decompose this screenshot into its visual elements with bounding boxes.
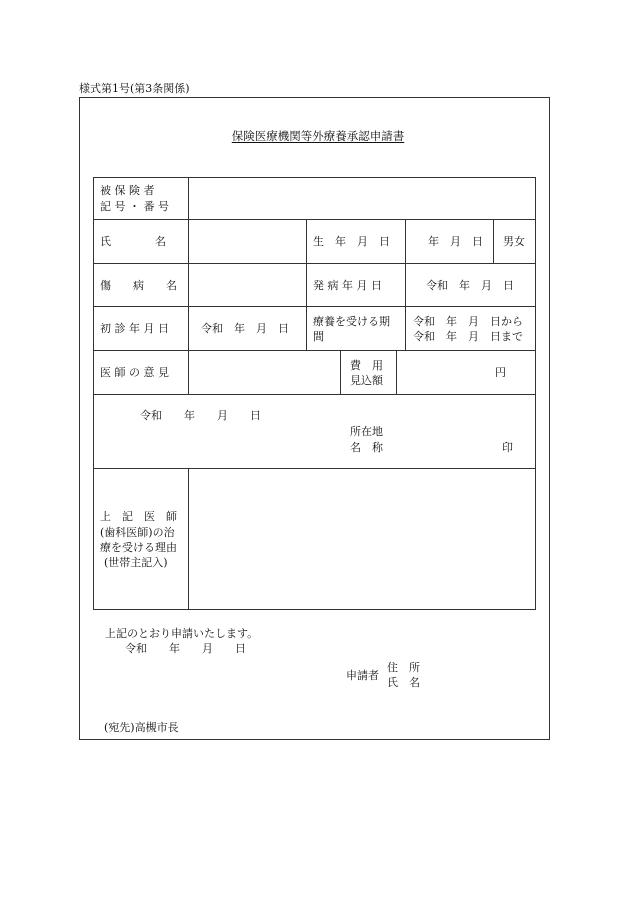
treatment-period-from[interactable]: 令和 年 月 日から — [413, 315, 523, 328]
reason-field[interactable] — [190, 471, 534, 608]
institution-address-label: 所在地 — [350, 425, 383, 438]
doctor-opinion-field[interactable] — [190, 353, 338, 392]
treatment-period-label-line2: 間 — [313, 330, 324, 343]
seal-mark: 印 — [502, 441, 513, 454]
row-divider — [93, 350, 536, 351]
reason-label-line2: (歯科医師)の治 — [100, 526, 175, 539]
cost-unit: 円 — [495, 366, 506, 379]
onset-date-value[interactable]: 令和 年 月 日 — [426, 279, 514, 292]
column-divider — [188, 468, 189, 610]
doctor-opinion-label: 医 師 の 意 見 — [100, 366, 169, 379]
row-divider — [93, 394, 536, 395]
disease-field[interactable] — [190, 266, 304, 304]
disease-label: 傷 病 名 — [100, 279, 177, 292]
first-visit-value[interactable]: 令和 年 月 日 — [201, 322, 289, 335]
column-divider — [396, 350, 397, 394]
insured-label-line2: 記 号 ・ 番 号 — [100, 200, 169, 213]
reason-label-line4: (世帯主記入) — [104, 556, 168, 569]
reason-label-line1: 上 記 医 師 — [100, 510, 177, 523]
applicant-address-label: 住 所 — [387, 661, 420, 674]
row-divider — [93, 219, 536, 220]
birth-date-label: 生 年 月 日 — [313, 235, 390, 248]
cost-estimate-label-line1: 費 用 — [350, 359, 383, 372]
form-number: 様式第1号(第3条関係) — [79, 82, 190, 95]
certification-date[interactable]: 令和 年 月 日 — [140, 409, 261, 422]
treatment-period-to[interactable]: 令和 年 月 日まで — [413, 330, 523, 343]
treatment-period-label-line1: 療養を受ける期 — [313, 315, 390, 328]
addressee: (宛先)高槻市長 — [104, 721, 179, 734]
name-label: 氏 名 — [100, 235, 166, 248]
application-date[interactable]: 令和 年 月 日 — [125, 642, 246, 655]
gender-field[interactable]: 男女 — [503, 235, 525, 248]
birth-date-value[interactable]: 年 月 日 — [428, 235, 483, 248]
cost-estimate-label-line2: 見込額 — [350, 374, 383, 387]
applicant-name-label: 氏 名 — [387, 676, 420, 689]
row-divider — [93, 306, 536, 307]
column-divider — [306, 219, 307, 350]
applicant-label: 申請者 — [346, 669, 379, 682]
application-statement: 上記のとおり申請いたします。 — [105, 627, 259, 640]
row-divider — [93, 263, 536, 264]
reason-label-line3: 療を受ける理由 — [100, 541, 177, 554]
insured-number-field[interactable] — [190, 181, 534, 217]
column-divider — [493, 219, 494, 263]
name-field[interactable] — [190, 222, 304, 261]
form-title: 保険医療機関等外療養承認申請書 — [231, 129, 405, 143]
onset-date-label: 発 病 年 月 日 — [313, 279, 382, 292]
column-divider — [405, 219, 406, 350]
institution-name-label: 名 称 — [350, 441, 383, 454]
column-divider — [188, 177, 189, 394]
insured-label-line1: 被 保 険 者 — [100, 184, 155, 197]
column-divider — [340, 350, 341, 394]
first-visit-label: 初 診 年 月 日 — [100, 322, 169, 335]
row-divider — [93, 468, 536, 469]
